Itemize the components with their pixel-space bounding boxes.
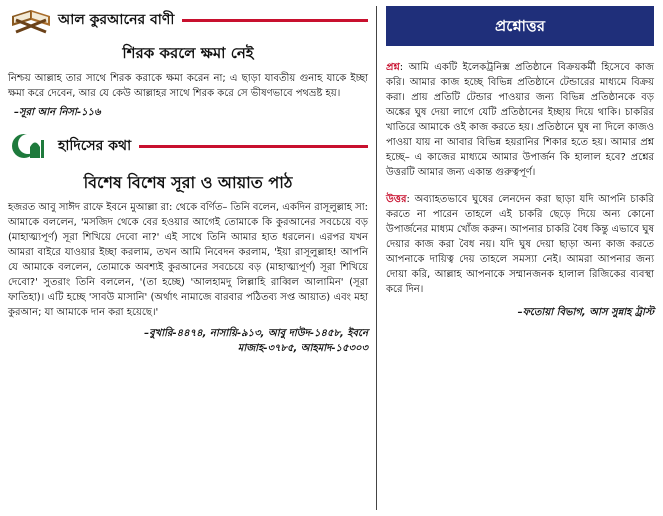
quran-section-heading: আল কুরআনের বাণী: [58, 12, 175, 28]
quran-section: [8, 6, 368, 122]
column-divider: [376, 6, 377, 510]
quran-section-header: [8, 6, 368, 34]
answer-label: উত্তর: [386, 194, 407, 205]
hadith-section-header: [8, 132, 368, 160]
heading-rule: [182, 19, 368, 22]
right-column: [386, 6, 654, 322]
answer-signature: –ফতোয়া বিভাগ, আস সুন্নাহ ট্রাস্ট: [517, 307, 654, 318]
hadith-title: বিশেষ বিশেষ সূরা ও আয়াত পাঠ: [83, 173, 293, 192]
answer-paragraph: [386, 192, 654, 297]
hadith-section: [8, 132, 368, 356]
quran-verse-text: নিশ্চয় আল্লাহ তার সাথে শিরক করাকে ক্ষমা করেন না; এ ছাড়া যাবতীয় গুনাহ যাকে ইচ্ছা ক্ষমা করে দেবেন, আর যে কেউ আল্লাহর সাথে শিরক করে সে ভীষণভাবে পথভ্রষ্ট হয়।: [8, 73, 368, 99]
answer-text: : অব্যাহতভাবে ঘুষের লেনদেন করা ছাড়া যদি আপনি চাকরি করতে না পারেন তাহলে এই চাকরি ছেড়ে দিয়ে অন্য কোনো উপার্জনের মাধ্যম খোঁজ করুন। আপনার চাকরি বৈধ কিন্তু এভাবে ঘুষ দেয়ার কাজ করা বৈধ নয়। যদি ঘুষ দেয়া ছাড়া অন্য কাজ করতে আপনাকে দায়িত্ব দেয় তাহলে সমস্যা নেই। আমরা আপনার জন্য দোয়া করি, আল্লাহ আপনাকে সম্মানজনক হালাল রিজিকের ব্যবস্থা করে দিন।: [386, 194, 654, 295]
hadith-reference-line-1: –বুখারি-৪৪৭৪, নাসায়ি-৯১৩, আবু দাউদ-১৪৫৮, ইবনে: [144, 328, 368, 339]
heading-rule: [139, 145, 368, 148]
spacer: [386, 180, 654, 192]
answer-block: [386, 192, 654, 297]
question-text: : আমি একটি ইলেকট্রনিক্স প্রতিষ্ঠানে বিক্রয়কর্মী হিসেবে কাজ করি। আমার কাজ হচ্ছে বিভিন্ন প্রতিষ্ঠানে টেন্ডারের মাধ্যমে বিক্রয় করা। প্রায় প্রতিটি টেন্ডার পাওয়ার জন্য বিভিন্ন প্রতিষ্ঠানকে বড় অঙ্কের ঘুষ দেয়া লাগে যেটি প্রতিষ্ঠানের ইচ্ছায় দিয়ে থাকি। চাকরির খাতিরে আমাকে ওই কাজ করতে হয়। প্রতিষ্ঠানে ঘুষ না দিলে কাজও পাওয়া যায় না আবার বিভিন্ন হয়রানির শিকার হতে হয়। আমার প্রশ্ন হচ্ছে– এ কাজের মাধ্যমে আমার উপার্জন কি হালাল হবে? প্রশ্নের উত্তরটি আমার জন্য একান্ত গুরুত্বপূর্ণ।: [386, 62, 654, 178]
left-column: [8, 6, 368, 356]
hadith-section-heading: হাদিসের কথা: [58, 138, 132, 154]
qa-banner: প্রশ্নোত্তর: [386, 6, 654, 46]
question-paragraph: [386, 60, 654, 180]
quran-book-stand-icon: [8, 6, 54, 34]
quran-reference: –সূরা আন নিসা-১১৬: [14, 107, 101, 118]
hadith-reference-line-2: মাজাহ-৩৭৮৫, আহমাদ-১৫৩০৩: [237, 343, 368, 354]
mosque-crescent-icon: [8, 132, 54, 160]
hadith-reference: [8, 326, 368, 356]
question-label: প্রশ্ন: [386, 62, 400, 73]
question-block: [386, 60, 654, 180]
hadith-text: হজরত আবু সাঈদ রাফে ইবনে মুআল্লা রা: থেকে বর্ণিত– তিনি বলেন, একদিন রাসূলুল্লাহ সা: আমাকে বললেন, 'মসজিদ থেকে বের হওয়ার আগেই তোমাকে কি কুরআনের সবচেয়ে বড় (মাহাত্ম্যপূর্ণ) সূরা শিখিয়ে দেবো না?' এই সাথে তিনি আমার হাত ধরলেন। এরপর যখন আমরা বাইরে যাওয়ার ইচ্ছা করলাম, তখন আমি নিবেদন করলাম, 'ইয়া রাসূলুল্লাহ! আপনি যে আমাকে বললেন, তোমাকে অবশ্যই কুরআনের সবচেয়ে বড় (মাহাত্ম্যপূর্ণ) সূরা শিখিয়ে দেবো?' সুতরাং তিনি বললেন, '(তা হচ্ছে) 'আলহামদু লিল্লাহি রাব্বিল আলামিন' (সূরা ফাতিহা)। এটি হচ্ছে 'সাবউ মাসানি' (অর্থাৎ নামাজে বারবার পঠিতব্য সপ্ত আয়াত) এবং মহা কুরআন; যা আমাকে দান করা হয়েছে।': [8, 202, 368, 318]
quran-title: শিরক করলে ক্ষমা নেই: [122, 44, 254, 62]
